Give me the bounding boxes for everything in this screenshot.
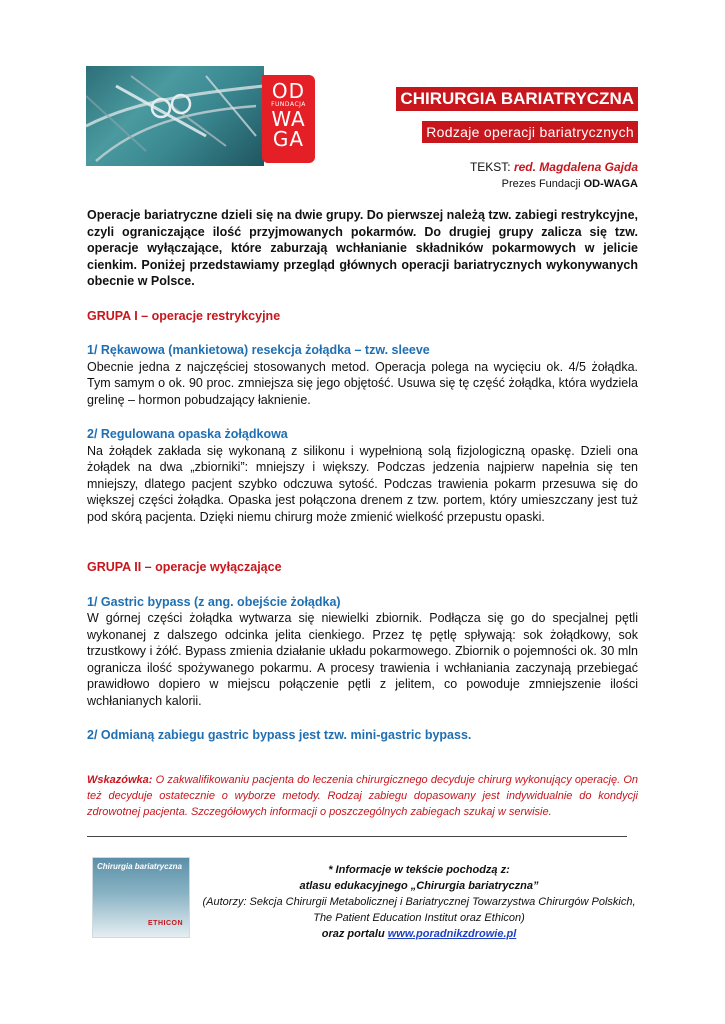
footer-line-1: * Informacje w tekście pochodzą z:: [328, 864, 510, 876]
footer-line-3: (Autorzy: Sekcja Chirurgii Metabolicznej i Bariatrycznej Towarzystwa Chirurgów Polskich, The Patient Education Institut oraz Ethicon): [202, 896, 636, 924]
hint-box: [87, 772, 638, 820]
article-body: [87, 207, 638, 744]
document-subtitle: Rodzaje operacji bariatrycznych: [422, 121, 638, 143]
header-photo-surgical-instruments: [86, 66, 264, 166]
group-1-item-2-heading: 2/ Regulowana opaska żołądkowa: [87, 427, 288, 441]
source-footer: [196, 862, 642, 942]
group-2-item-1-heading: 1/ Gastric bypass (z ang. obejście żołądka): [87, 594, 341, 609]
author-line: [470, 160, 638, 174]
intro-paragraph: Operacje bariatryczne dzieli się na dwie grupy. Do pierwszej należą tzw. zabiegi restrykcyjne, czyli ograniczające ilość przyjmowanych pokarmów. Do drugiej grupy zalicza się tzw. operacje wyłączające, które zaburzają wchłanianie składników pokarmowych w jelicie cienkim. Poniżej przedstawiamy przegląd głównych operacji bariatrycznych wykonywanych obecnie w Polsce.: [87, 208, 638, 288]
author-role-prefix: Prezes Fundacji: [501, 178, 584, 190]
surgical-instruments-icon: [86, 66, 264, 166]
author-role: [502, 178, 638, 190]
group-1-item-1-heading: 1/ Rękawowa (mankietowa) resekcja żołądka – tzw. sleeve: [87, 343, 430, 357]
document-title: CHIRURGIA BARIATRYCZNA: [396, 87, 638, 111]
book-title: Chirurgia bariatryczna: [97, 862, 182, 871]
group-1-item-2-text: Na żołądek zakłada się wykonaną z silikonu i wypełnioną solą fizjologiczną opaskę. Dzieli ona żołądek na dwa „zbiorniki”: mniejszy i większy. Podczas jedzenia najpierw napełnia się ten mniejszy, dlatego pacjent szybko odczuwa sytość. Podczas trawienia pokarm przesuwa się do większej części żołądka. Opaska jest połączona drenem z tzw. portem, który umieszczany jest tuż pod skórą pacjenta. Dzięki niemu chirurg może zmienić wielkość przepustu opaski.: [87, 443, 638, 524]
od-waga-logo: [262, 75, 315, 163]
author-role-org: OD-WAGA: [583, 178, 638, 190]
author-name: red. Magdalena Gajda: [513, 160, 638, 174]
logo-text-ga: GA: [272, 127, 305, 151]
poradnikzdrowie-link[interactable]: www.poradnikzdrowie.pl: [387, 928, 517, 940]
logo-text-fundacja: FUNDACJA: [271, 101, 306, 108]
footer-line-2: atlasu edukacyjnego „Chirurgia bariatryczna”: [299, 880, 539, 892]
hint-label: Wskazówka:: [87, 774, 153, 786]
logo-text-wa: WA: [271, 107, 306, 131]
group-2-item-2-heading: 2/ Odmianą zabiegu gastric bypass jest tzw. mini-gastric bypass.: [87, 728, 472, 742]
group-1-item-1-text: Obecnie jedna z najczęściej stosowanych metod. Operacja polega na wycięciu ok. 4/5 żołądka. Tym samym o ok. 90 proc. zmniejsza się jego objętość. Usuwa się tę część żołądka, która wydziela grelinę – hormon pobudzający łaknienie.: [87, 359, 638, 407]
footer-link-prefix: oraz portalu: [321, 928, 388, 940]
group-1-heading: GRUPA I – operacje restrykcyjne: [87, 308, 281, 323]
group-2-heading: GRUPA II – operacje wyłączające: [87, 560, 282, 574]
atlas-book-cover: [92, 857, 190, 938]
footer-line-4: [196, 926, 642, 942]
author-prefix: TEKST:: [469, 160, 514, 174]
logo-text-od: OD: [271, 79, 306, 103]
ethicon-logo: ETHICON: [148, 920, 183, 927]
group-2-item-1-text: W górnej części żołądka wytwarza się niewielki zbiornik. Podłącza się go do specjalnej pętli wykonanej z dalszego odcinka jelita cienkiego. Przez tę pętlę spływają: sok żołądkowy, sok trzustkowy i żółć. Bypass zmienia działanie układu pokarmowego. Zbiornik o pojemności ok. 30 mln ogranicza ilość spożywanego pokarmu. A procesy trawienia i wchłaniania zaczynają przebiegać prawidłowo dopiero w miejscu połączenie pętli z jelitem, co powoduje zmniejszenie ilości wchłanianych kalorii.: [87, 611, 638, 708]
divider: [87, 836, 627, 837]
hint-text: O zakwalifikowaniu pacjenta do leczenia chirurgicznego decyduje chirurg wykonujący operację. On też decyduje ostatecznie o wyborze metody. Rodzaj zabiegu dopasowany jest indywidualnie do kondycji zdrowotnej pacjenta. Szczegółowych informacji o poszczególnych zabiegach szukaj w serwisie.: [87, 774, 638, 818]
